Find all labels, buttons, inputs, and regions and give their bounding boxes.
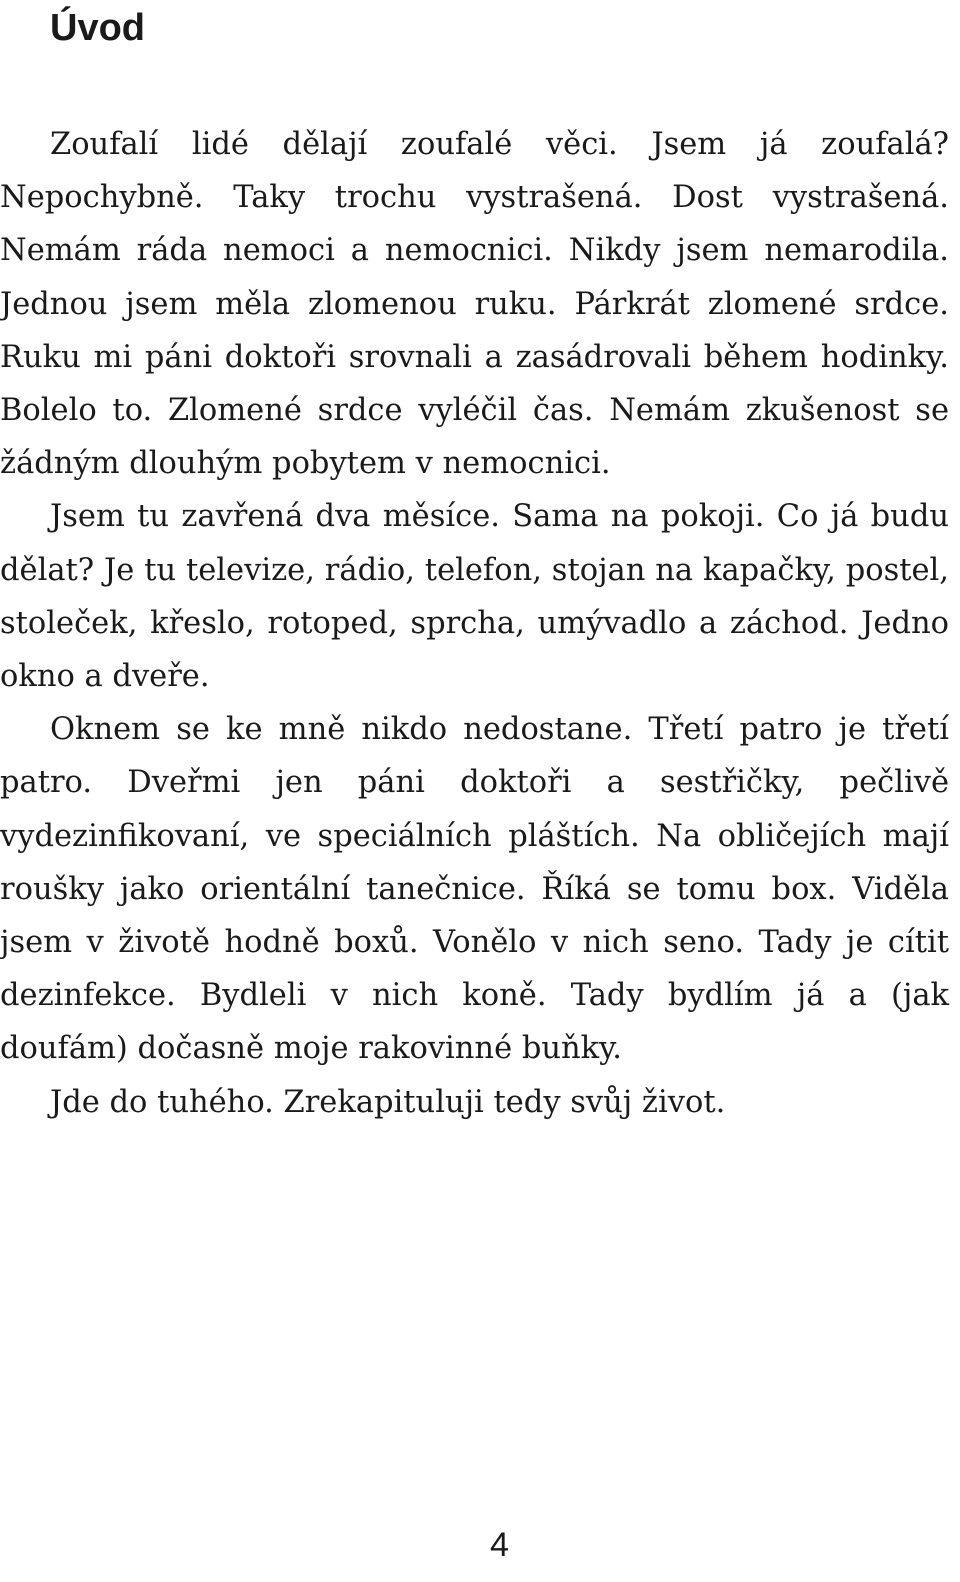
body-text [0,118,949,1129]
paragraph-3: Oknem se ke mně nikdo nedostane. Třetí patro je třetí patro. Dveřmi jen páni doktoři a sestřičky, pečlivě vydezinfikovaní, ve speciálních pláštích. Na obličejích mají roušky jako orientální tanečnice. Říká se tomu box. Viděla jsem v životě hodně boxů. Vonělo v nich seno. Tady je cítit dezinfekce. Bydleli v nich koně. Tady bydlím já a (jak doufám) dočasně moje rakovinné buňky. [0,712,949,1067]
paragraph-2: Jsem tu zavřená dva měsíce. Sama na pokoji. Co já budu dělat? Je tu televize, rádio, telefon, stojan na kapačky, postel, stoleček, křeslo, rotoped, sprcha, umývadlo a záchod. Jedno okno a dveře. [0,499,949,695]
chapter-title: Úvod [50,7,145,49]
paragraph-1: Zoufalí lidé dělají zoufalé věci. Jsem já zoufalá? Nepochybně. Taky trochu vystrašená. Dost vystrašená. Nemám ráda nemoci a nemocnici. Nikdy jsem nemarodila. Jednou jsem měla zlomenou ruku. Párkrát zlomené srdce. Ruku mi páni doktoři srovnali a zasádrovali během hodinky. Bolelo to. Zlomené srdce vyléčil čas. Nemám zkušenost se žádným dlouhým pobytem v nemocnici. [0,127,949,482]
paragraph-4: Jde do tuhého. Zrekapituluji tedy svůj život. [50,1084,726,1120]
page-number: 4 [490,1526,509,1564]
